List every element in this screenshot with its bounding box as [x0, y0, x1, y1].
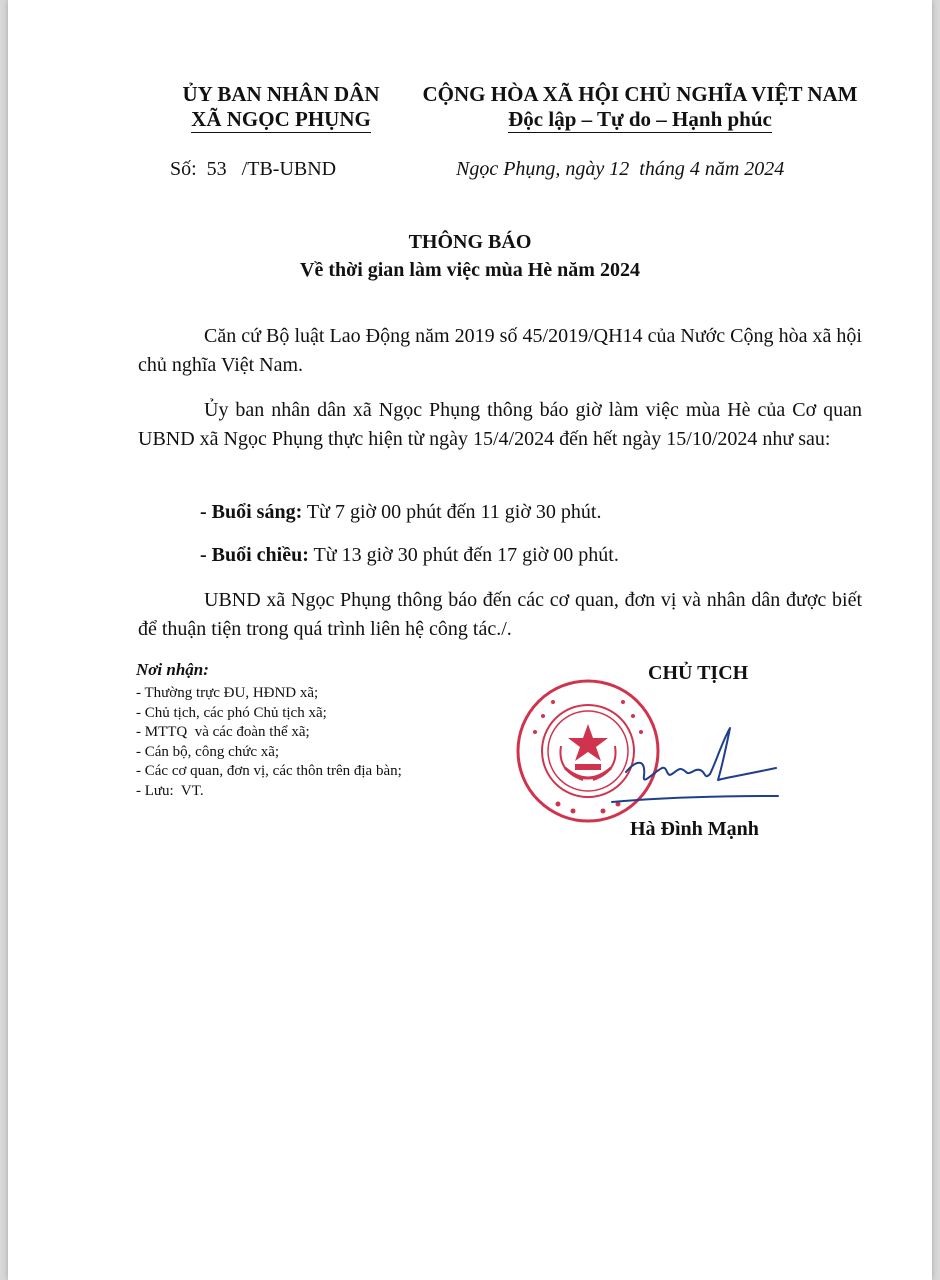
document-title-block: [8, 228, 932, 284]
list-item: - Lưu: VT.: [136, 782, 204, 799]
document-number: Số: 53 /TB-UBND: [170, 158, 337, 180]
list-item: - Thường trực ĐU, HĐND xã;: [136, 685, 319, 701]
handwritten-signature: [606, 722, 786, 812]
place-date: Ngọc Phụng, ngày 12 tháng 4 năm 2024: [456, 158, 785, 180]
morning-label: - Buổi sáng:: [200, 501, 303, 523]
paragraph-legal-basis: Căn cứ Bộ luật Lao Động năm 2019 số 45/2019/QH14 của Nước Cộng hòa xã hội chủ nghĩa Việt Nam.: [138, 325, 862, 376]
afternoon-schedule: [200, 541, 924, 570]
afternoon-hours: Từ 13 giờ 30 phút đến 17 giờ 00 phút.: [313, 544, 619, 566]
motto-line: Độc lập – Tự do – Hạnh phúc: [508, 107, 772, 131]
paragraph-announcement: Ủy ban nhân dân xã Ngọc Phụng thông báo giờ làm việc mùa Hè của Cơ quan UBND xã Ngọc Phụng thực hiện từ ngày 15/4/2024 đến hết ngày 15/10/2024 như sau:: [138, 399, 862, 450]
paragraph-closing: UBND xã Ngọc Phụng thông báo đến các cơ quan, đơn vị và nhân dân được biết để thuận tiện trong quá trình liên hệ công tác./.: [138, 589, 862, 640]
list-item: - Các cơ quan, đơn vị, các thôn trên địa bàn;: [136, 763, 402, 779]
signer-position: CHỦ TỊCH: [648, 662, 749, 684]
morning-schedule: [200, 498, 924, 527]
authority-line-1: ỦY BAN NHÂN DÂN: [182, 82, 380, 106]
afternoon-label: - Buổi chiều:: [200, 544, 309, 566]
issuing-authority: [136, 82, 426, 132]
list-item: - MTTQ và các đoàn thể xã;: [136, 724, 310, 740]
recipients-list: [136, 684, 402, 801]
list-item: - Cán bộ, công chức xã;: [136, 743, 280, 760]
document-subtitle: Về thời gian làm việc mùa Hè năm 2024: [300, 259, 640, 281]
document-page: [8, 0, 932, 1280]
national-motto: [400, 82, 880, 132]
document-title: THÔNG BÁO: [408, 231, 532, 253]
country-name: CỘNG HÒA XÃ HỘI CHỦ NGHĨA VIỆT NAM: [422, 82, 858, 106]
recipients-title: Nơi nhận:: [136, 660, 209, 679]
list-item: - Chủ tịch, các phó Chủ tịch xã;: [136, 704, 327, 721]
signer-name: Hà Đình Mạnh: [630, 818, 759, 840]
morning-hours: Từ 7 giờ 00 phút đến 11 giờ 30 phút.: [306, 501, 602, 523]
authority-line-2: XÃ NGỌC PHỤNG: [191, 107, 371, 131]
